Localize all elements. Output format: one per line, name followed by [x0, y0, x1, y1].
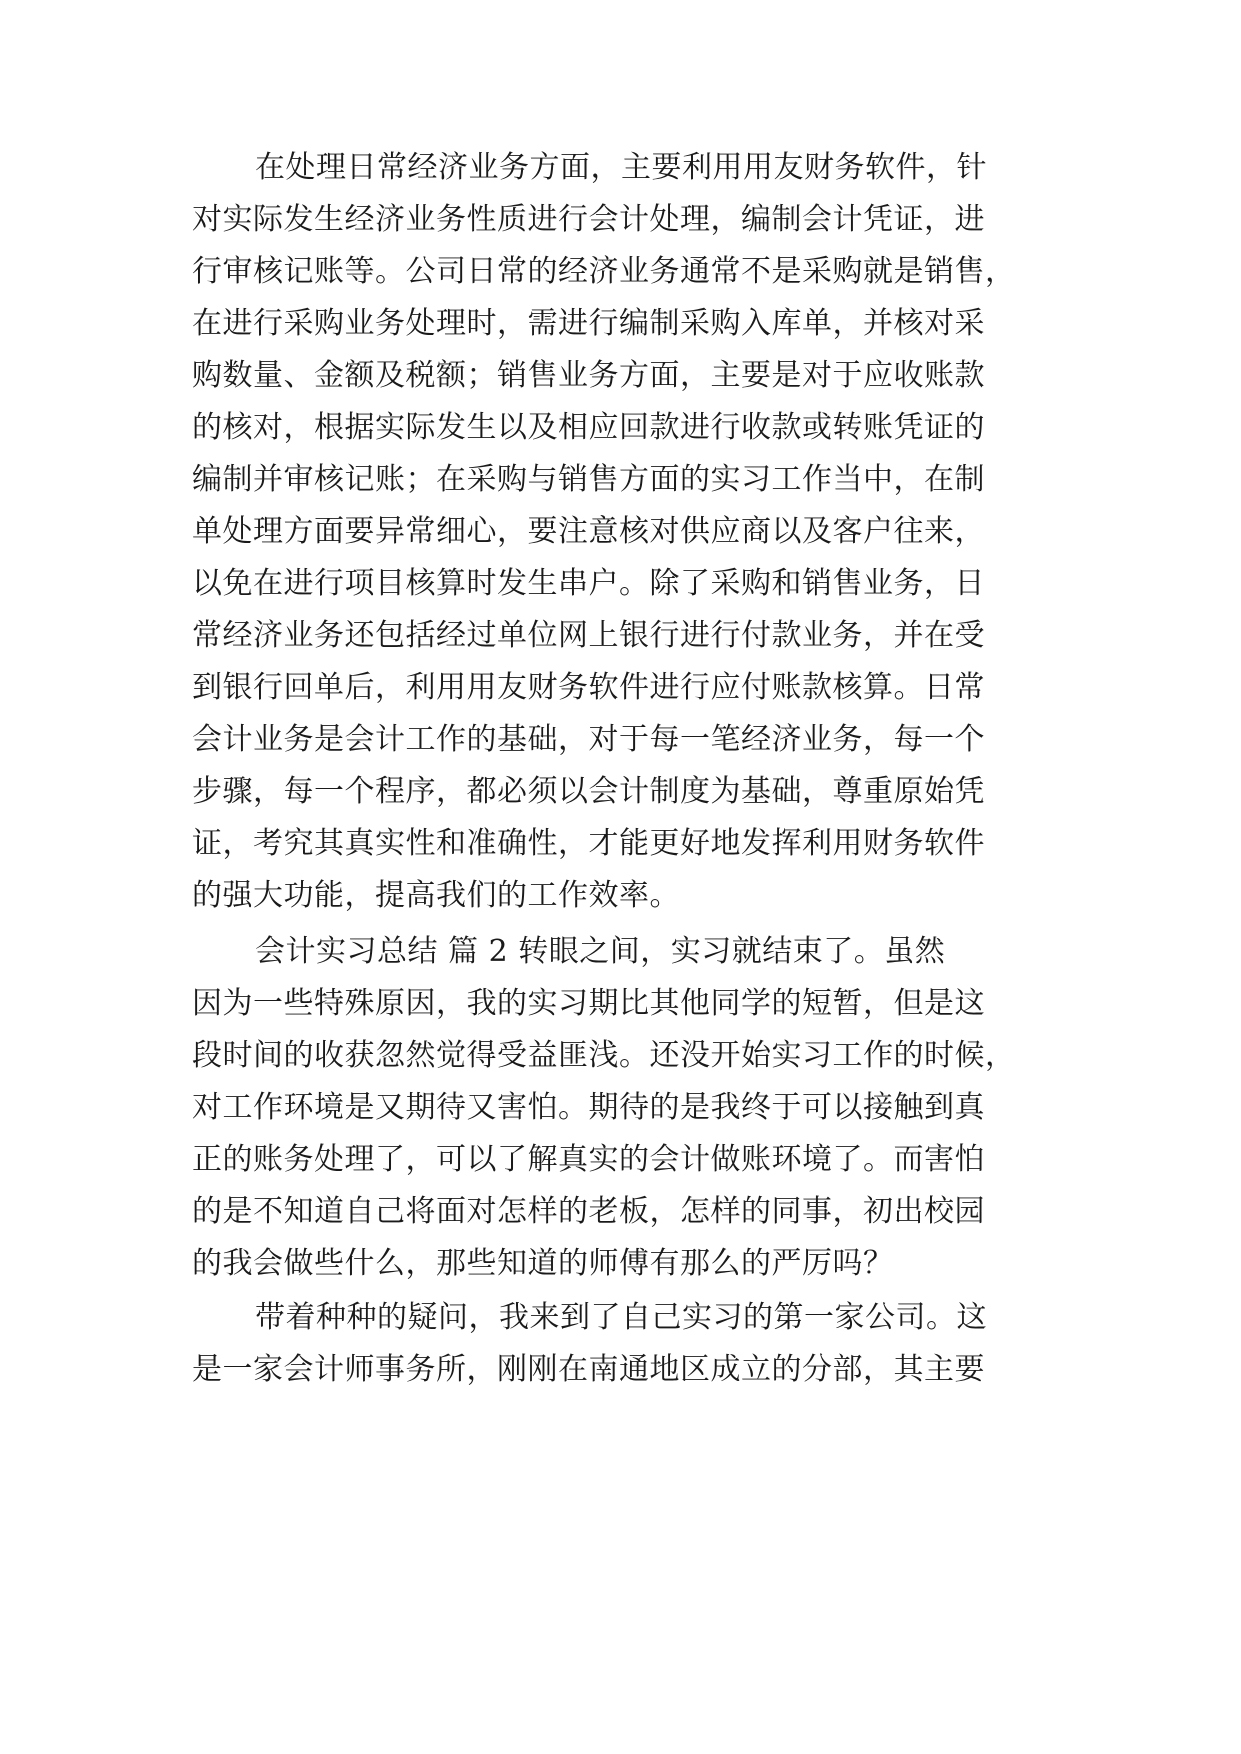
paragraph-line: 的强大功能，提高我们的工作效率。 [192, 878, 680, 913]
paragraph-line: 到银行回单后，利用用友财务软件进行应付账款核算。日常 [192, 670, 985, 705]
paragraph-line: 段时间的收获忽然觉得受益匪浅。还没开始实习工作的时候， [192, 1038, 1016, 1073]
paragraph-line: 因为一些特殊原因，我的实习期比其他同学的短暂，但是这 [192, 986, 985, 1021]
paragraph-line: 在进行采购业务处理时，需进行编制采购入库单，并核对采 [192, 306, 985, 341]
paragraph-line: 常经济业务还包括经过单位网上银行进行付款业务，并在受 [192, 618, 985, 653]
paragraph-line: 会计业务是会计工作的基础，对于每一笔经济业务，每一个 [192, 722, 985, 757]
paragraph-line: 在处理日常经济业务方面，主要利用用友财务软件，针 [255, 150, 987, 185]
paragraph-line: 是一家会计师事务所，刚刚在南通地区成立的分部，其主要 [192, 1352, 985, 1387]
paragraph-line: 对实际发生经济业务性质进行会计处理，编制会计凭证，进 [192, 202, 985, 237]
paragraph-line: 的我会做些什么，那些知道的师傅有那么的严厉吗？ [192, 1246, 894, 1281]
paragraph-line: 对工作环境是又期待又害怕。期待的是我终于可以接触到真 [192, 1090, 985, 1125]
paragraph-line: 行审核记账等。公司日常的经济业务通常不是采购就是销售， [192, 254, 1016, 289]
paragraph-line: 以免在进行项目核算时发生串户。除了采购和销售业务，日 [192, 566, 985, 601]
paragraph-line: 步骤，每一个程序，都必须以会计制度为基础，尊重原始凭 [192, 774, 985, 809]
section-heading-line: 会计实习总结 篇 2 转眼之间，实习就结束了。虽然 [255, 934, 946, 969]
paragraph-line: 正的账务处理了，可以了解真实的会计做账环境了。而害怕 [192, 1142, 985, 1177]
paragraph-line: 购数量、金额及税额；销售业务方面，主要是对于应收账款 [192, 358, 985, 393]
paragraph-line: 单处理方面要异常细心，要注意核对供应商以及客户往来， [192, 514, 985, 549]
paragraph-line: 证，考究其真实性和准确性，才能更好地发挥利用财务软件 [192, 826, 985, 861]
paragraph-line: 的是不知道自己将面对怎样的老板，怎样的同事，初出校园 [192, 1194, 985, 1229]
paragraph-line: 带着种种的疑问，我来到了自己实习的第一家公司。这 [255, 1300, 987, 1335]
paragraph-line: 的核对，根据实际发生以及相应回款进行收款或转账凭证的 [192, 410, 985, 445]
paragraph-line: 编制并审核记账；在采购与销售方面的实习工作当中，在制 [192, 462, 985, 497]
